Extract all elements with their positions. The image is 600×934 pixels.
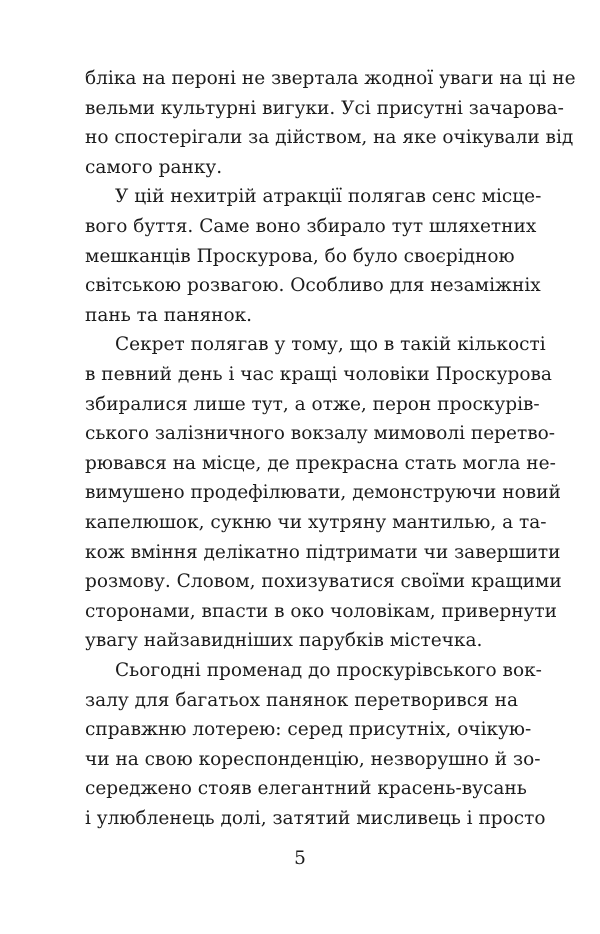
text-line: мешканців Проскурова, бо було своєрідною bbox=[85, 245, 515, 267]
text-line: рювався на місце, де прекрасна стать могла не- bbox=[85, 452, 556, 474]
text-line: пань та панянок. bbox=[85, 304, 253, 326]
text-line: чи на свою кореспонденцію, незворушно й зо- bbox=[85, 748, 541, 770]
text-line: Сьогодні променад до проскурівського вок- bbox=[115, 660, 542, 681]
text-line: залу для багатьох панянок перетворився на bbox=[85, 689, 518, 711]
text-line: кож вміння делікатно підтримати чи завершити bbox=[85, 541, 561, 563]
text-line: сторонами, впасти в око чоловікам, привернути bbox=[85, 600, 557, 622]
text-line: розмову. Словом, похизуватися своїми кращими bbox=[85, 571, 562, 593]
text-line: світською розвагою. Особливо для незаміжніх bbox=[85, 275, 541, 297]
text-line: справжню лотерею: серед присутніх, очікую- bbox=[85, 719, 532, 741]
text-line: вельми культурні вигуки. Усі присутні зачарова- bbox=[85, 97, 564, 119]
text-line: бліка на пероні не звертала жодної уваги на ці не bbox=[85, 68, 576, 89]
page-number: 5 bbox=[294, 848, 306, 869]
text-line: капелюшок, сукню чи хутряну мантилью, а та- bbox=[85, 512, 547, 533]
text-line: увагу найзавидніших парубків містечка. bbox=[85, 630, 483, 652]
text-line: ського залізничного вокзалу мимоволі перетво- bbox=[85, 423, 556, 445]
text-line: У цій нехитрій атракції полягав сенс місце- bbox=[115, 186, 542, 208]
text-line: Секрет полягав у тому, що в такій кількості bbox=[115, 334, 546, 356]
text-line: в певний день і час кращі чоловіки Проскурова bbox=[85, 364, 552, 385]
text-line: самого ранку. bbox=[85, 156, 223, 178]
text-line: вимушено продефілювати, демонструючи новий bbox=[85, 482, 561, 504]
text-line: середжено стояв елегантний красень-вусань bbox=[85, 778, 527, 800]
text-line: і улюбленець долі, затятий мисливець і просто bbox=[85, 808, 546, 829]
text-line: вого буття. Саме воно збирало тут шляхетних bbox=[85, 216, 537, 237]
text-line: збиралися лише тут, а отже, перон проскурів- bbox=[85, 393, 540, 415]
text-line: но спостерігали за дійством, на яке очікували від bbox=[85, 127, 574, 149]
